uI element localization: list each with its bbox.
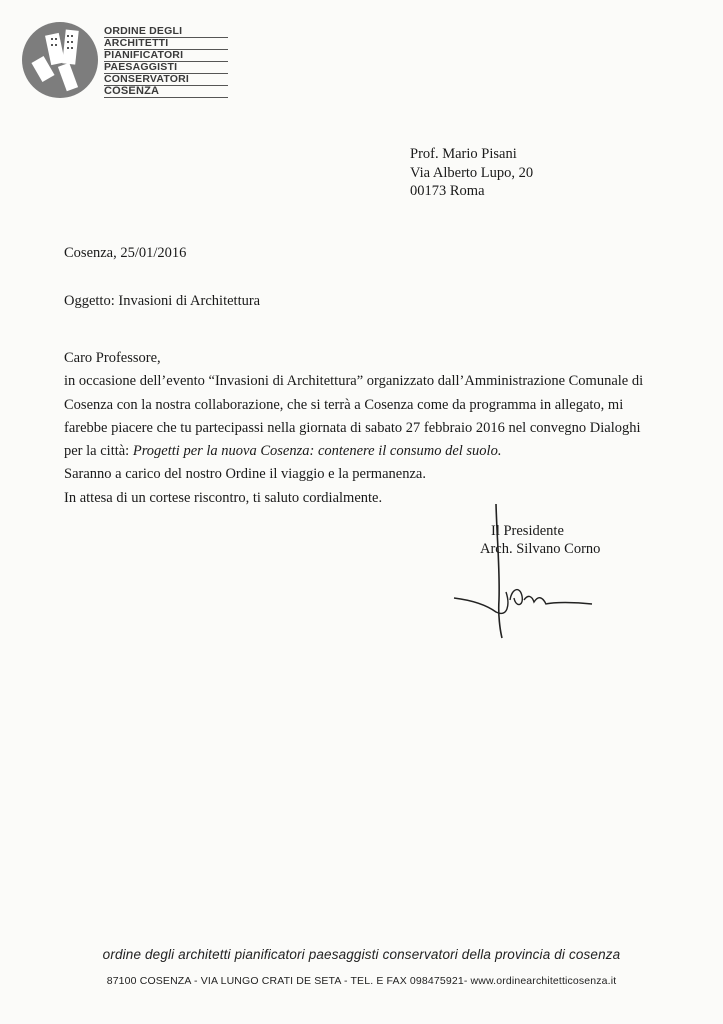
signature-block	[480, 522, 600, 558]
recipient-name: Prof. Mario Pisani	[410, 146, 517, 162]
body-line: farebbe piacere che tu partecipassi nella giornata di sabato 27 febbraio 2016 nel convegno Dialoghi	[64, 419, 641, 436]
body-line: Cosenza con la nostra collaborazione, che si terrà a Cosenza come da programma in allegato, mi	[64, 396, 624, 413]
logo-line: CONSERVATORI	[104, 74, 228, 86]
handwritten-signature	[450, 500, 600, 640]
signer-name: Arch. Silvano Corno	[480, 541, 601, 557]
letter-subject: Oggetto: Invasioni di Architettura	[64, 293, 261, 309]
footer-organization: ordine degli architetti pianificatori paesaggisti conservatori della provincia di cosenza	[102, 947, 621, 962]
letter-body	[64, 347, 664, 510]
footer-contact: 87100 COSENZA - VIA LUNGO CRATI DE SETA - TEL. E FAX 098475921- www.ordinearchitetticosenza.it	[106, 975, 617, 987]
letter-date: Cosenza, 25/01/2016	[64, 245, 187, 261]
signer-title: Il Presidente	[491, 523, 564, 539]
logo-line: PAESAGGISTI	[104, 62, 228, 74]
body-line-prefix: per la città:	[64, 443, 133, 460]
recipient-street: Via Alberto Lupo, 20	[410, 164, 534, 181]
recipient-city: 00173 Roma	[410, 183, 485, 199]
logo-line: ORDINE DEGLI	[104, 26, 228, 38]
salutation: Caro Professore,	[64, 350, 161, 366]
logo-line: COSENZA	[104, 86, 228, 98]
body-line: in occasione dell’evento “Invasioni di Architettura” organizzato dall’Amministrazione Comunale di	[64, 373, 644, 390]
organization-logo	[18, 18, 238, 102]
buildings-circle-icon	[18, 18, 106, 102]
body-line: Saranno a carico del nostro Ordine il viaggio e la permanenza.	[64, 466, 426, 483]
event-title: Progetti per la nuova Cosenza: contenere il consumo del suolo.	[132, 443, 502, 460]
body-line	[64, 440, 664, 463]
logo-line: ARCHITETTI	[104, 38, 228, 50]
body-line: In attesa di un cortese riscontro, ti saluto cordialmente.	[64, 489, 383, 506]
organization-name	[104, 26, 244, 98]
logo-line: PIANIFICATORI	[104, 50, 228, 62]
recipient-address	[410, 145, 533, 201]
